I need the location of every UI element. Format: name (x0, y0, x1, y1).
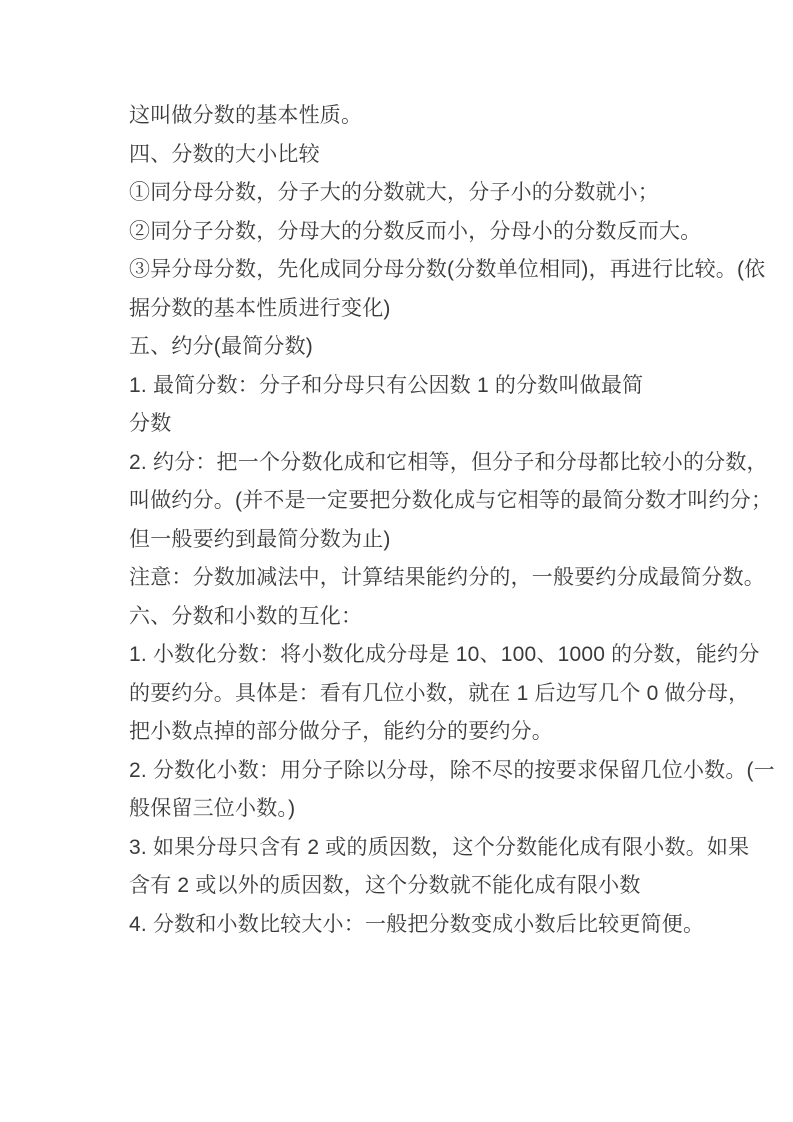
text-line: 但一般要约到最简分数为止) (129, 527, 391, 551)
text-line: 含有 2 或以外的质因数，这个分数就不能化成有限小数 (129, 874, 641, 897)
text-line: 4. 分数和小数比较大小：一般把分数变成小数后比较更简便。 (129, 912, 705, 936)
text-line: 据分数的基本性质进行变化) (129, 296, 391, 320)
text-line: ①同分母分数，分子大的分数就大，分子小的分数就小； (129, 181, 659, 204)
text-line: 1. 小数化分数：将小数化成分母是 10、100、1000 的分数，能约分 (129, 643, 760, 666)
text-line: 的要约分。具体是：看有几位小数，就在 1 后边写几个 0 做分母， (129, 681, 750, 705)
text-line: 2. 分数化小数：用分子除以分母，除不尽的按要求保留几位小数。(一 (129, 758, 775, 782)
text-line: 分数 (129, 412, 172, 435)
text-line-section-heading: 五、约分(最简分数) (129, 335, 313, 358)
text-line: ②同分子分数，分母大的分数反而小，分母小的分数反而大。 (129, 219, 702, 243)
text-line: 般保留三位小数。) (129, 797, 296, 820)
text-line-section-heading: 四、分数的大小比较 (129, 142, 320, 166)
document-text-block (129, 97, 775, 944)
text-line: 叫做约分。(并不是一定要把分数化成与它相等的最简分数才叫约分； (129, 489, 773, 512)
text-line: 2. 约分：把一个分数化成和它相等，但分子和分母都比较小的分数， (129, 450, 768, 474)
text-line: 3. 如果分母只含有 2 或的质因数，这个分数能化成有限小数。如果 (129, 835, 750, 859)
text-line-section-heading: 六、分数和小数的互化： (129, 604, 363, 628)
text-line: ③异分母分数，先化成同分母分数(分数单位相同)，再进行比较。(依 (129, 258, 766, 281)
text-line: 这叫做分数的基本性质。 (129, 104, 363, 127)
text-line: 1. 最简分数：分子和分母只有公因数 1 的分数叫做最简 (129, 373, 644, 397)
text-line: 注意：分数加减法中，计算结果能约分的，一般要约分成最简分数。 (129, 566, 765, 589)
text-line: 把小数点掉的部分做分子，能约分的要约分。 (129, 720, 553, 743)
